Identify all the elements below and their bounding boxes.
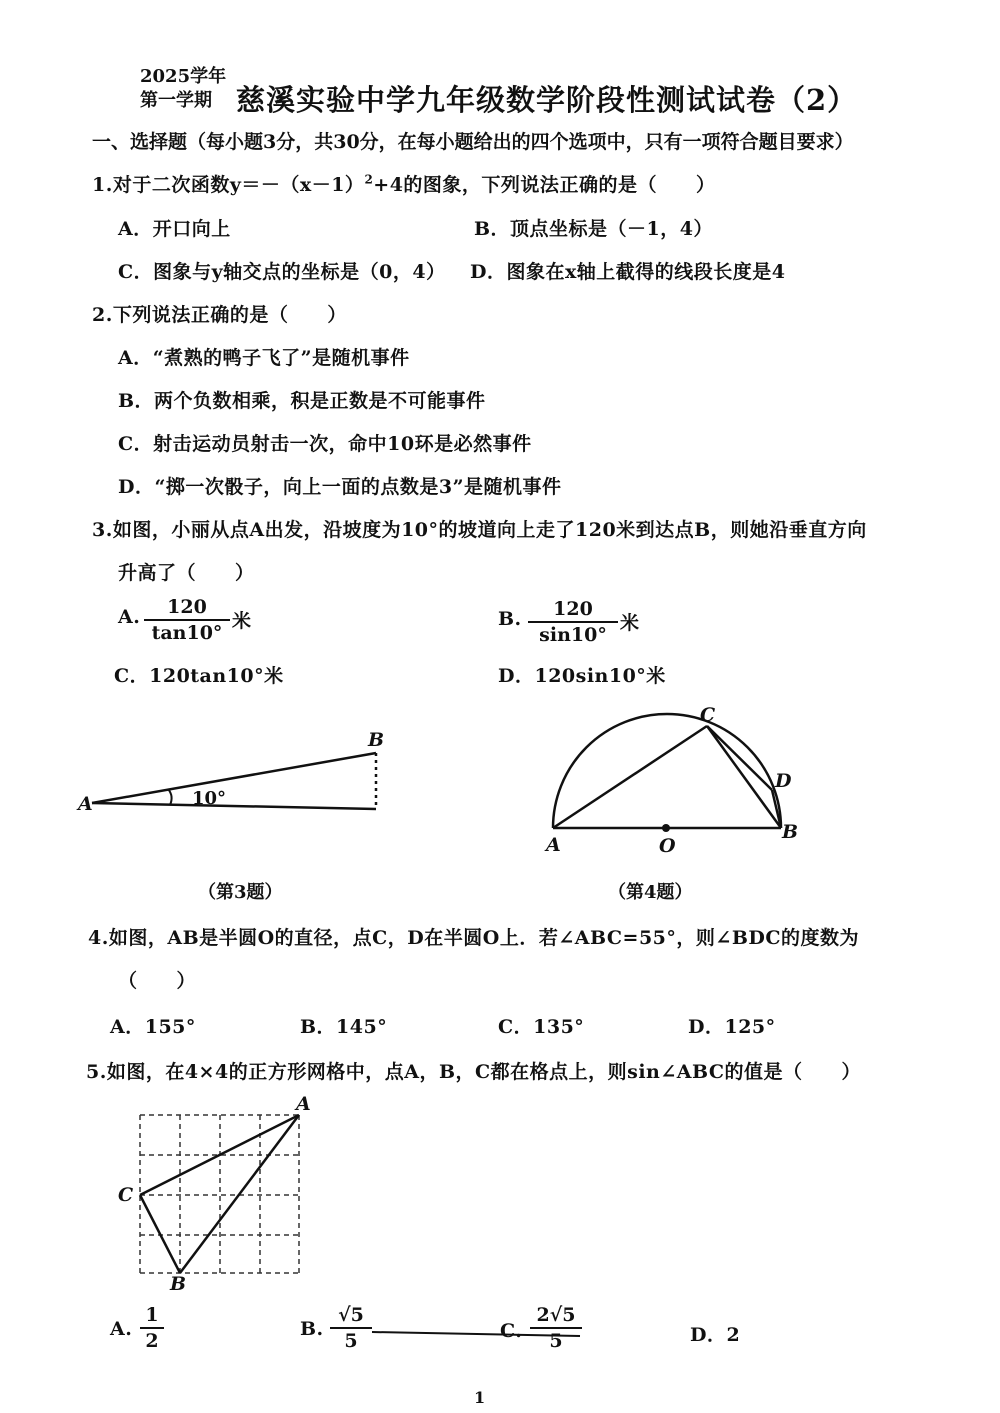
q5-option-a-label: A. bbox=[110, 1318, 133, 1340]
q5-option-c-denominator: 5 bbox=[549, 1330, 563, 1352]
school-year: 2025学年 bbox=[140, 66, 227, 87]
q1-option-a: A．开口向上 bbox=[118, 218, 231, 240]
q5-option-b-numerator: √5 bbox=[330, 1304, 372, 1329]
q2-stem: 2.下列说法正确的是（ ） bbox=[92, 304, 347, 326]
q5-option-d: D．2 bbox=[690, 1324, 741, 1346]
q5-option-a-denominator: 2 bbox=[145, 1330, 159, 1352]
q3-option-b-denominator: sin10° bbox=[539, 624, 607, 646]
q4-option-a: A．155° bbox=[110, 1016, 196, 1038]
q1-stem-prefix: 1.对于二次函数y＝－（x－1） bbox=[92, 174, 365, 196]
q2-option-d: D．“掷一次骰子，向上一面的点数是3”是随机事件 bbox=[118, 476, 562, 498]
q3-angle-label: 10° bbox=[192, 788, 227, 809]
q3-option-a-numerator: 120 bbox=[144, 596, 230, 621]
q4-label-d: D bbox=[775, 770, 792, 792]
q2-option-a: A．“煮熟的鸭子飞了”是随机事件 bbox=[118, 347, 410, 369]
q3-option-a-label: A. bbox=[118, 606, 141, 628]
q3-stem-line1: 3.如图，小丽从点A出发，沿坡度为10°的坡道向上走了120米到达点B，则她沿垂直方向 bbox=[92, 519, 867, 541]
q1-option-b: B．顶点坐标是（－1，4） bbox=[474, 218, 714, 240]
q5-option-a-numerator: 1 bbox=[140, 1304, 164, 1329]
q4-label-o: O bbox=[659, 835, 676, 857]
q2-option-b: B．两个负数相乘，积是正数是不可能事件 bbox=[118, 390, 486, 412]
q4-caption: （第4题） bbox=[608, 882, 693, 903]
q5-option-c-fraction bbox=[530, 1304, 582, 1352]
q5-label-c: C bbox=[118, 1184, 134, 1206]
q5-stem: 5.如图，在4×4的正方形网格中，点A，B，C都在格点上，则sin∠ABC的值是（ ） bbox=[86, 1061, 862, 1083]
q3-label-b: B bbox=[368, 729, 385, 751]
q2-option-c: C．射击运动员射击一次，命中10环是必然事件 bbox=[118, 433, 532, 455]
q3-option-c: C．120tan10°米 bbox=[114, 665, 284, 687]
q4-stem-line2: （ ） bbox=[118, 970, 197, 992]
section-title: 一、选择题（每小题3分，共30分，在每小题给出的四个选项中，只有一项符合题目要求） bbox=[92, 131, 854, 153]
q4-label-c: C bbox=[700, 704, 716, 726]
q3-caption: （第3题） bbox=[198, 882, 283, 903]
q3-option-a-denominator: tan10° bbox=[151, 622, 223, 644]
q5-label-a: A bbox=[296, 1093, 311, 1115]
q3-option-b-unit: 米 bbox=[620, 612, 640, 634]
page-number: 1 bbox=[474, 1388, 486, 1407]
q1-stem-sup: 2 bbox=[364, 172, 374, 187]
q4-option-d: D．125° bbox=[688, 1016, 776, 1038]
q5-option-b-denominator: 5 bbox=[344, 1330, 358, 1352]
q3-option-d: D．120sin10°米 bbox=[498, 665, 666, 687]
q1-option-d: D．图象在x轴上截得的线段长度是4 bbox=[470, 261, 786, 283]
q1-option-c: C．图象与y轴交点的坐标是（0，4） bbox=[118, 261, 446, 283]
q5-option-b-label: B. bbox=[300, 1318, 324, 1340]
q5-option-c-numerator: 2√5 bbox=[530, 1304, 582, 1329]
q4-option-c: C．135° bbox=[498, 1016, 585, 1038]
q4-option-b: B．145° bbox=[300, 1016, 388, 1038]
exam-title: 慈溪实验中学九年级数学阶段性测试试卷（2） bbox=[236, 83, 858, 117]
q1-stem-suffix: +4的图象，下列说法正确的是（ ） bbox=[373, 174, 716, 196]
q4-label-a: A bbox=[546, 834, 561, 856]
q3-option-b-label: B. bbox=[498, 608, 522, 630]
school-term: 第一学期 bbox=[140, 90, 212, 111]
q3-label-a: A bbox=[78, 793, 93, 815]
q4-stem-line1: 4.如图，AB是半圆O的直径，点C，D在半圆O上．若∠ABC=55°，则∠BDC的度数为 bbox=[88, 927, 859, 949]
q3-stem-line2: 升高了（ ） bbox=[118, 562, 255, 584]
q4-label-b: B bbox=[782, 821, 799, 843]
q5-option-c-label: C. bbox=[500, 1320, 523, 1342]
q3-option-a-unit: 米 bbox=[232, 610, 252, 632]
q5-label-b: B bbox=[170, 1273, 187, 1295]
q3-option-b-numerator: 120 bbox=[528, 598, 618, 623]
